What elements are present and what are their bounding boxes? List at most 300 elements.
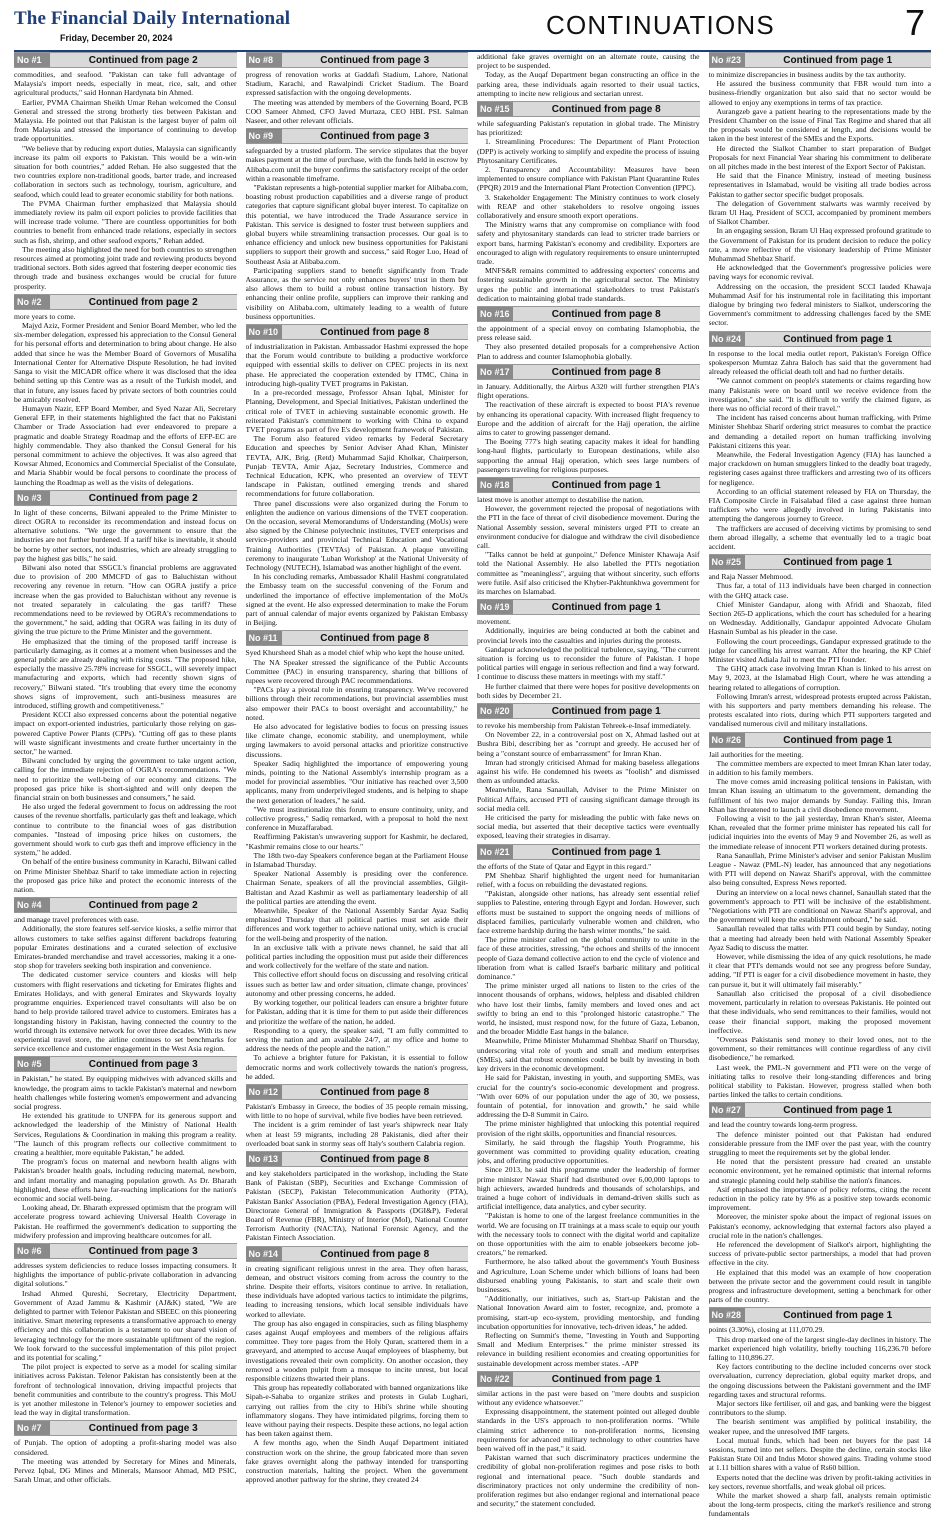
continued-from-label: Continued from page 1 [551, 479, 661, 491]
paragraph: Imran had strongly criticised Ahmad for making baseless allegations against his wife. He condemned his tweets as "foolish" and dismissed them as unfounded attacks. [477, 757, 700, 786]
continued-story [14, 1056, 237, 1240]
story-header [709, 554, 932, 570]
paragraph: Following the court proceedings, Gandapur expressed gratitude to the judge for cancelling his arrest warrant. After the hearing, the KP Chief Minister visited Adiala Jail to meet the PTI founder. [708, 636, 931, 664]
continued-story [14, 52, 237, 291]
continued-story [477, 1371, 700, 1509]
story-number-badge: No #13 [246, 1152, 282, 1166]
paragraph: to revoke his membership from Pakistan Tehreek-e-Insaf immediately. [477, 720, 691, 730]
paragraph: Three panel discussions were also organized during the Forum to enlighten the audience on various dimensions of the TVET cooperation. On the occasion, several Memorandums of Understanding (MoUs) were also signed by the Chinese polytechnic institutes, TVET enterprises and service-providers and provincial Technical Education and Vocational Training Authorities (TEVTAs) of Pakistan. A plaque unveiling ceremony to inaugurate 'Luban Workshop' at the National University of Technology (NUTECH), Islamabad was another highlight of the event. [245, 498, 468, 572]
paragraph: The traffickers are accused of deceiving victims by promising to send them abroad illegally, a scheme that eventually led to a tragic boat accident. [708, 523, 931, 551]
story-body [14, 508, 237, 895]
story-header [477, 364, 700, 380]
story-number-badge: No #2 [14, 295, 50, 309]
paragraph: "Pakistan is home to one of the largest freelance communities in the world. We are focusing on IT trainings at a mass scale to equip our youth with the necessary tools to connect with the digital world and capitalize on those opportunities with the aim to enable jobseekers become job-creators," he remarked. [477, 1211, 700, 1258]
paragraph: commodities, and seafood. "Pakistan can take full advantage of Malaysia's import needs, especially in meat, rice, salt, and other agricultural products," said Honnan Hardynata bin Ahmed. [14, 70, 237, 98]
paragraph: Similarly, he said through the flagship Youth Programme, his government was committed to providing quality education, creating jobs, and offering productive opportunities. [477, 1137, 700, 1166]
paragraph: Today, as the Auqaf Department began constructing an office in the parking area, these individuals again resorted to their usual tactics, attempting to incite new religious and sectarian unrest. [477, 70, 700, 98]
paragraph: Meanwhile, Speaker of the National Assembly Sardar Ayaz Sadiq emphasized Thursday that all political parties must set aside their differences and work together to achieve national unity, which is crucial for the well-being and prosperity of the nation. [245, 906, 468, 943]
continued-from-label: Continued from page 8 [320, 327, 430, 339]
story-header [14, 1420, 237, 1436]
story-number-badge: No #15 [477, 102, 513, 116]
paragraph: Since 2013, he said this programme under the leadership of former prime minister Nawaz Sharif had distributed over 6,00,000 laptops to high achievers, awarded hundreds and thousands of scholarships, and trained a huge cohort of individuals in demand-driven skills such as artificial intelligence, data analytics, and cyber security. [477, 1165, 700, 1212]
paragraph: Reaffirming Pakistan's unwavering support for Kashmir, he declared, "Kashmir remains close to our hearts." [245, 832, 468, 851]
story-number-badge: No #26 [709, 733, 745, 747]
paragraph: In response to the local media outlet report, Pakistan's Foreign Office spokesperson Mumtaz Zahra Baloch has said that the government had already released the official death toll and had no further details. [708, 348, 931, 377]
story-header [477, 101, 700, 117]
paragraph: Gandapur acknowledged the political turbulence, saying, "The current situation is forcing us to reconsider the future of Pakistan. I hope political parties will engage in serious reflection and find a way forward. I continue to discuss these matters in meetings with my staff." [477, 644, 700, 682]
paragraph: He explained that this model was an example of how cooperation between the private sector and the government could result in tangible progress and infrastructure development, setting a benchmark for other parts of the country. [708, 1267, 931, 1305]
paragraph: Participating suppliers stand to benefit significantly from Trade Assurance, as the service not only enhances buyers' trust in them but also allows them to build a robust online transaction history. By enhancing their online profile, suppliers can improve their ranking and visibility on Alibaba.com, ultimately leading to a wealth of future business opportunities. [245, 265, 468, 321]
paragraph: This drop marked one of the largest single-day declines in history. The market experienced high volatility, briefly touching 116,236.70 before falling to 110,896.27. [708, 1334, 931, 1362]
story-header [477, 844, 700, 860]
continued-from-label: Continued from page 3 [320, 131, 430, 143]
paragraph: latest move is another attempt to destabilise the nation. [477, 494, 644, 504]
paragraph: "Additionally, our initiatives, such as, Start-up Pakistan and the National Innovation Award aim to foster, recognize, and, promote a promising, start-up eco-system, providing mentorship, and funding incubation opportunities for innovative, tech-driven ideas," he added. [477, 1294, 700, 1331]
story-body [246, 648, 469, 1081]
paragraph: The GHQ attack case involving Imran Khan is linked to his arrest on May 9, 2023, at the Islamabad High Court, where he was attending a hearing related to allegations of corruption. [708, 664, 931, 692]
story-number-badge: No #25 [709, 555, 745, 569]
continued-from-label: Continued from page 3 [320, 55, 430, 66]
story-number-badge: No #16 [477, 307, 513, 321]
paragraph: The Ministry warns that any compromise on compliance with food safety and phytosanitary standards can lead to stricter trade barriers or export bans, harming Pakistan's economy and credibility. Exporters are encouraged to align with regulatory requirements to ensure uninterrupted trade. [477, 220, 700, 267]
continued-from-label: Continued from page 3 [88, 1245, 198, 1257]
story-header [709, 331, 932, 347]
continued-from-label: Continued from page 8 [320, 633, 430, 645]
continued-from-label: Continued from page 2 [88, 900, 198, 912]
continued-from-label: Continued from page 1 [551, 602, 661, 614]
continued-from-label: Continued from page 3 [88, 1059, 198, 1071]
paragraph: The Boeing 777's high seating capacity makes it ideal for handling long-haul flights, particularly to European destinations, while also supporting the annual Hajj operation, which sees large numbers of passengers traveling for religious purposes. [477, 437, 700, 474]
paragraph: While the market showed a sharp fall, analysts remain optimistic about the long-term prospects, citing the market's resilience and strong fundamentals [708, 1491, 931, 1519]
paragraph: He said that the Finance Ministry, instead of meeting business representatives in Islamabad, would be visiting all trade bodies across Pakistan to gather sector specific budget proposals. [708, 171, 931, 199]
paragraph: Reflecting on Summit's theme, "Investing in Youth and Supporting Small and Medium Enterprises." the prime minister stressed its relevance in building resilient economies and creating opportunities for sustainable development across member states. -APP [477, 1330, 700, 1368]
paragraph: "We cannot comment on people's statements or claims regarding how many Pakistanis were on board until we receive evidence from the investigation," she said. "It is difficult to verify the claimed figure, as there was no official record of their travel." [708, 376, 931, 413]
paragraph: The bearish sentiment was amplified by political instability, the weaker rupee, and the unresolved IMF targets. [708, 1417, 931, 1436]
paragraph: He acknowledged that the Government's progressive policies were paving ways for economic revival. [708, 263, 931, 282]
paragraph: 3. Stakeholder Engagement: The Ministry continues to work closely with REAP and other stakeholders to resolve ongoing issues collaboratively and ensure smooth export operations. [477, 192, 700, 221]
story-header [14, 897, 237, 913]
column-2 [246, 52, 469, 1523]
continued-story [477, 306, 700, 361]
paragraph: They also presented detailed proposals for a comprehensive Action Plan to address and counter Islamophobia globally. [477, 342, 700, 361]
section-title: CONTINUATIONS [546, 10, 775, 40]
paragraph: The committee members are expected to meet Imran Khan later today, in addition to his family members. [708, 758, 931, 778]
paragraph: The program's focus on maternal and newborn health aligns with Pakistan's broader health goals, including reducing maternal, newborn, and infant mortality and managing population growth. As Dr. Bharath highlighted, these efforts have far-reaching implications for the nation's economic and social well-being. [14, 1157, 237, 1203]
paragraph: Syed Khursheed Shah as a model chief whip who kept the house united. [245, 648, 465, 658]
paragraph: to minimize discrepancies in business audits by the tax authority. [708, 70, 906, 79]
continued-from-label: Continued from page 8 [551, 309, 661, 321]
story-body [709, 349, 932, 551]
story-header [14, 490, 237, 506]
story-number-badge: No #28 [709, 1308, 745, 1322]
paragraph: The reactivation of these aircraft is expected to boost PIA's revenue by enhancing its operational capacity. With increased flight frequency to Europe and the addition of aircraft for the Hajj operation, the airline aims to cater to growing passenger demand. [477, 400, 700, 437]
continued-story [14, 1243, 237, 1417]
paragraph: He said for Pakistan, investing in youth, and supporting SMEs, was crucial for the country's socio-economic development and progress. "With over 60% of our population under the age of 30, we possess, fountain of potential, for innovation and growth," he said while addressing the D-8 Summit in Cairo. [477, 1073, 700, 1120]
continued-from-label: Continued from page 2 [88, 55, 198, 66]
paragraph: He directed the Sialkot Chamber to start preparation of Budget Proposals for next Financial Year sharing his commitment to deliberate on all pitches made in the best interest of the Export Sector of Pakistan. [708, 143, 931, 172]
paragraph: Meanwhile, the Federal Investigation Agency (FIA) has launched a major crackdown on human smugglers linked to the deadly boat tragedy, registering cases against three traffickers and arresting two of its officers for negligence. [708, 449, 931, 487]
paragraph: Speaker Sadiq highlighted the importance of empowering young minds, pointing to the National Assembly's internship program as a model for provincial assemblies. "Our initiative has reached over 3,500 applicants, many from underprivileged students, and is helping to shape the next generation of leaders," he said. [245, 758, 468, 805]
story-number-badge: No #22 [477, 1372, 513, 1386]
paragraph: According to an official statement released by FIA on Thursday, the FIA Composite Circle in Faisalabad filed a case against three human traffickers who were allegedly involved in luring Pakistanis into attempting the dangerous journey to Greece. [708, 486, 931, 524]
paragraph: of industrialization in Pakistan. Ambassador Hashmi expressed the hope that the Forum would contribute to building a productive workforce equipped with essential skills to deliver on CPEC projects in its next phase. He appreciated the cooperation extended by ITMC, China in introducing high-quality TVET programs in Pakistan. [245, 342, 468, 388]
paragraph: On November 22, in a controversial post on X, Ahmad lashed out at Bushra Bibi, describing her as "corrupt and greedy. He accused her of being a "constant source of embarrassment" for Imran Khan. [477, 730, 700, 758]
paragraph: The dedicated customer service counters and kiosks will help customers with flight reservations and ticketing for Emirates flights and Emirates Holidays, and with general Emirates and Skywards loyalty programme enquiries. Experienced travel consultants will also be on hand to help provide tailored travel advice to customers. Emirates has a longstanding history in Pakistan, having connected the country to the world through its extensive network for over three decades. With its new experiential travel store, the airline continues to set benchmarks for service excellence and customer engagement in the West Asia region. [14, 970, 237, 1054]
story-header [246, 1246, 469, 1262]
continued-from-label: Continued from page 8 [551, 366, 661, 378]
continued-story [246, 1084, 469, 1148]
story-body [709, 572, 932, 728]
continued-story [14, 490, 237, 895]
paragraph: Jail authorities for the meeting. [708, 749, 804, 759]
paragraph: "We believe that by reducing export duties, Malaysia can significantly increase its palm oil exports to Pakistan. This would be a win-win situation for both countries," added Rehan. He also suggested that the two countries explore non-traditional goods, barter trade, and increased collaboration in sectors such as technology, tourism, agriculture, and seafood, which could lead to greater economic stability for both nations. [14, 143, 237, 199]
paragraph: He also urged the federal government to focus on addressing the root causes of the revenue shortfalls, particularly gas theft and leakage, which continue to contribute to the financial woes of gas distribution companies. "Instead of imposing price hikes on customers, the government should work to curb gas theft and improve efficiency in the system," he added. [14, 802, 237, 858]
column-4 [709, 52, 932, 1523]
paragraph: addresses system deficiencies to reduce losses impacting consumers. It highlights the importance of public-private collaboration in advancing digital solutions." [14, 1260, 237, 1289]
paragraph: Rana Sanaullah, Prime Minister's adviser and senior Pakistan Muslim League - Nawaz (PML-N) leader, has announced that any negotiations with PTI will depend on Nawaz Sharif's approval, with the committee also being consulted, Express News reported. [708, 850, 931, 888]
paragraph: while safeguarding Pakistan's reputation in global trade. The Ministry has prioritized: [477, 119, 700, 138]
continued-story [709, 1102, 932, 1304]
paragraph: Bilwani also noted that SSGCL's financial problems are aggravated due to provision of 200 MMCFD of gas to Baluchistan without recovering any revenue in return. "How can OGRA justify a price increase when the gas provided to Baluchistan without any revenue is not treated separately in calculating the gas tariff? These recommendations need to be reviewed by OGRA's recommendations to the government," he said, adding that OGRA was failing in its duty of giving the true picture to the Prime Minister and the government. [14, 562, 237, 637]
paragraph: Following Imran's arrest, widespread protests erupted across Pakistan, with his supporters and party members demanding his release. The protests escalated into riots, during which PTI supporters targeted and vandalised numerous civil and military installations. [708, 691, 931, 729]
continued-from-label: Continued from page 1 [551, 1373, 661, 1385]
paragraph: of Punjab. The option of adopting a profit-sharing model was also considered. [14, 1438, 237, 1457]
paragraph: In his concluding remarks, Ambassador Khalil Hashmi congratulated the Embassy team on the successful convening of the Forum and underlined the importance of effective implementation of the MoUs signed at the event. He also expressed determination to make the Forum part of annual calendar of major events organized by Pakistan Embassy in Beijing. [245, 572, 468, 628]
paragraph: He extended his gratitude to UNFPA for its generous support and acknowledged the leadership of the Ministry of National Health Services, Regulations & Coordination in making this program a reality. "The launch of this program reflects our collective commitment to creating a healthier, more equitable Pakistan," he added. [14, 1111, 237, 1157]
column-1 [14, 52, 237, 1523]
story-body [14, 312, 237, 487]
paragraph: However, while dismissing the idea of any quick resolutions, he made it clear that PTI's demands would not see any progress before Sunday, adding, "If PTI is eager for a civil disobedience movement in haste, they can pursue it, but it will ultimately fail miserably." [708, 952, 931, 989]
paragraph: Local mutual funds, which had been net buyers for the past 14 sessions, turned into net sellers. Despite the decline, certain stocks like Pakistan State Oil and Indus Motor showed gains. Trading volume stood at 1.11 billion shares with a value of Rs60 billion. [708, 1435, 931, 1473]
continued-story [477, 101, 700, 303]
continued-from-label: Continued from page 2 [88, 492, 198, 504]
story-number-badge: No #12 [246, 1085, 282, 1099]
continued-story [246, 630, 469, 1081]
paragraph: President KCCI also expressed concerns about the potential negative impact on export-oriented industries, particularly those relying on gas-powered Captive Power Plants (CPPs). "Cutting off gas to these plants will waste significant investments and create further uncertainty in the sector," he warned. [14, 710, 237, 757]
story-header [477, 703, 700, 719]
story-header [477, 306, 700, 322]
story-number-badge: No #5 [14, 1057, 50, 1071]
continued-story [477, 703, 700, 841]
paragraph: He noted that the persistent pressure had created an unstable economic environment, yet he remained optimistic that internal reforms and strategic planning could help stabilise the nation's finances. [708, 1157, 931, 1185]
continued-from-label: Continued from page 1 [783, 1105, 893, 1117]
paragraph: Pakistan warned that such discriminatory practices undermine the credibility of global non-proliferation regimes and pose risks to both regional and international peace. "Such double standards and discriminatory practices not only undermine the credibility of non-proliferation regimes but also endanger regional and international peace and security," the statement concluded. [477, 1453, 700, 1509]
story-header [246, 1151, 469, 1167]
story-body [709, 70, 932, 328]
continued-story [246, 128, 469, 321]
paragraph: Last week, the PML-N government and PTI were on the verge of initiating talks to resolve their long-standing differences and bring political stability to Pakistan. However, progress stalled when both parties linked the talks to certain conditions. [708, 1062, 931, 1100]
story-body [709, 750, 932, 1100]
paragraph: Aurangzeb gave a patient hearing to the representations made by the President Chamber on the issue of Final Tax Regime and shared that all the proposals would be considered at length, and decisions would be taken in the best interest of the SMEs and the Exports. [708, 106, 931, 144]
paragraph: in creating significant religious unrest in the area. They often harass, demean, and obstruct visitors coming from across the country to the shrine. Despite their efforts, visitors continue to arrive. In retaliation, these individuals have adopted various tactics to intimidate the pilgrims, leading to increasing tensions, which local sensible individuals have worked to alleviate. [245, 1263, 468, 1319]
article-columns [14, 52, 931, 1523]
paragraph: Meanwhile, Rana Sanaullah, Adviser to the Prime Minister on Political Affairs, accused PTI of causing significant damage through its social media cell. [477, 785, 700, 813]
paragraph: Sanaullah also criticised the proposal of a civil disobedience movement, particularly in relation to overseas Pakistanis. He pointed out that these individuals, who send remittances to their families, would not cease their financial support, making the proposed movement ineffective. [708, 988, 931, 1035]
continued-from-label: Continued from page 3 [88, 1423, 198, 1435]
continued-story [477, 477, 700, 596]
paragraph: the appointment of a special envoy on combating Islamophobia, the press release said. [477, 324, 700, 343]
story-number-badge: No #9 [246, 129, 282, 143]
paragraph: Pakistan's Embassy in Greece, the bodies of 35 people remain missing, with little to no hope of survival, while five bodies have been retrieved. [245, 1101, 468, 1121]
paragraph: The prime minister highlighted that unlocking this potential required provision of the right skills, opportunities and financial resources. [477, 1119, 700, 1138]
paragraph: He also advocated for legislative bodies to focus on pressing issues like climate change, economic stability, and unemployment, while urging lawmakers to avoid personal attacks and prioritize constructive discussions. [245, 722, 468, 759]
story-number-badge: No #23 [709, 53, 745, 67]
paragraph: This group has repeatedly collaborated with banned organizations like Sipah-e-Sahaba to organize strikes and protests in Gulab Lughari, carrying out rallies from the city to Hibi's shrine while shouting inflammatory slogans. They have intimidated pilgrims, forcing them to leave without paying their respects. Despite these actions, no legal action has been taken against them. [245, 1383, 468, 1439]
story-body [246, 1264, 469, 1485]
paragraph: The defence minister pointed out that Pakistan had endured considerable pressure from the IMF over the past year, with the country struggling to meet the requirements set by the global lender. [708, 1129, 931, 1157]
paragraph: and key stakeholders participated in the workshop, including the State Bank of Pakistan (SBP), Securities and Exchange Commission of Pakistan (SECP), Pakistan Telecommunication Authority (PTA), Pakistan Banks' Association (PBA), Federal Investigation Agency (FIA), Directorate General of Immigration & Passports (DGI&P), Federal Board of Revenue (FBR), Ministry of Interior (MoI), National Counter Terrorism Authority (NACTA), National Forensic Agency, and the Pakistan Fintech Association. [245, 1168, 468, 1243]
paragraph: "PACs play a pivotal role in ensuring transparency. We've recovered billions through their recommendations, but provincial assemblies must also empower their PACs to boost oversight and accountability," he noted. [245, 685, 468, 722]
paragraph: "We must institutionalize this forum to ensure continuity, unity, and collective progress," Sadiq remarked, with a proposal to hold the next conference in Muzaffarabad. [245, 804, 468, 833]
story-number-badge: No #7 [14, 1421, 50, 1435]
story-body [246, 342, 469, 627]
paragraph: Key factors contributing to the decline included concerns over stock overvaluation, currency depreciation, global equity market drops, and the ongoing discussions between the Pakistani government and the IMF regarding taxes and structural reforms. [708, 1362, 931, 1399]
story-body [477, 495, 700, 596]
story-number-badge: No #17 [477, 365, 513, 379]
paragraph: Asif emphasised the importance of policy reforms, citing the recent reduction in the policy rate by 9% as a positive step towards economic improvement. [708, 1184, 931, 1213]
paragraph: progress of renovation works at Gaddafi Stadium, Lahore, National Stadium, Karachi, and Rawalpindi Cricket Stadium. The Board expressed satisfaction with the ongoing developments. [245, 70, 468, 98]
paragraph: Additionally, inquiries are being conducted at both the cabinet and provincial levels into the casualties and injuries during the protests. [477, 626, 700, 645]
paragraph: Experts noted that the decline was driven by profit-taking activities in key sectors, revenue shortfalls, and weak global oil prices. [708, 1472, 931, 1491]
paragraph: more years to come. [14, 311, 76, 321]
paragraph: and Raja Nasser Mehmood. [708, 572, 793, 582]
paragraph: "Pakistan represents a high-potential supplier market for Alibaba.com, boasting robust production capabilities and a diverse range of product categories that capture significant global buyer interest. To capitalize on this potential, we have introduced the Trade Assurance service in Pakistan. This service is designed to foster trust between suppliers and global buyers while streamlining transaction processes. Our goal is to enhance efficiency and unlock new business opportunities for Pakistani suppliers to support their growth and success," said Roger Luo, Head of Southeast Asia at Alibaba.com. [245, 183, 468, 266]
paragraph: Additionally, the store features self-service kiosks, a selfie mirror that allows customers to take selfies against different backdrops featuring popular Emirates destinations and a curated selection of exclusive Emirates-branded merchandise and travel accessories, making it a one-stop shop for travelers seeking both inspiration and convenience. [14, 924, 237, 971]
paragraph: The delegation of Government stalwarts was warmly received by Ikram Ul Haq, President of SCCI, accompanied by prominent members of Sialkot Chamber. [708, 198, 931, 227]
story-header [709, 1102, 932, 1118]
story-header [14, 52, 237, 68]
paragraph: "Talks cannot be held at gunpoint," Defence Minister Khawaja Asif told the National Assembly. He also labelled the PTI's negotiation committee as "meaningless", arguing that without sincerity, such efforts were futile. Asif also criticised the Khyber-Pakhtunkhwa government for its marches on Islamabad. [477, 550, 700, 596]
story-number-badge: No #6 [14, 1244, 50, 1258]
continued-story [709, 1307, 932, 1518]
continued-from-label: Continued from page 8 [551, 104, 661, 116]
paragraph: Irshad Ahmed Qureshi, Secretary, Electricity Department, Government of Azad Jammu & Kashmir (AJ&K) stated, "We are delighted to partner with Telenor Pakistan and SBEEC on this pioneering initiative. Smart metering represents a transformative approach to energy efficiency and this collaboration is a testament to our shared vision of leveraging technology for the more sustainable upliftment of the region. We look forward to the successful implementation of this pilot project and its potential for scaling." [14, 1288, 237, 1362]
story-header [246, 324, 469, 340]
continued-from-label: Continued from page 1 [783, 333, 893, 345]
paragraph: Furthermore, he also talked about the government's Youth Business and Agriculture, Loan Scheme under which billions of loans had been disbursed enabling young Pakistanis, to start and scale their own businesses. [477, 1257, 700, 1294]
paragraph: Speaker National Assembly is presiding over the conference. Chairman Senate, speakers of all the provincial assemblies, Gilgit-Baltistan and Azad Kashmir as well as parliamentary leadership of all the political parties are attending the event. [245, 869, 468, 906]
story-number-badge: No #8 [246, 53, 282, 67]
story-number-badge: No #3 [14, 491, 50, 505]
paragraph: safeguarded by a trusted platform. The service stipulates that the buyer makes payment at the time of purchase, with the funds held in escrow by Alibaba.com until the buyer confirms the satisfactory receipt of the order within a reasonable timeframe. [245, 146, 468, 183]
story-body [246, 70, 469, 125]
paragraph: in Pakistan," he stated. By equipping midwives with advanced skills and knowledge, the program aims to tackle Pakistan's maternal and newborn health challenges while fostering women's empowerment and advancing social progress. [14, 1074, 237, 1111]
story-body [477, 721, 700, 841]
continued-from-label: Continued from page 1 [783, 734, 893, 746]
paragraph: Chief Minister Gandapur, along with Afridi and Shaozab, filed Section 265-D applications, which the court has scheduled for a hearing on Wednesday. Additionally, Gandapur appointed Advocate Ghulam Hasnain Sumbal as his pleader in the case. [708, 599, 931, 637]
story-header [246, 630, 469, 646]
newspaper-brand[interactable]: The Financial Daily International [14, 8, 291, 29]
story-number-badge: No #24 [709, 332, 745, 346]
paragraph: Responding to a query, the speaker said, "I am fully committed to serving the nation and am available 24/7, at my office and home to address the needs of the people and the nation." [245, 1025, 468, 1054]
paragraph: A few months ago, when the Sindh Auqaf Department initiated construction work on the shrine, the group fabricated more than seven fake graves overnight along the pathway intended for transporting construction materials, halting the project. When the government approved another pathway for the shrine, they created 24 [245, 1438, 468, 1485]
paragraph: Looking ahead, Dr. Bharath expressed optimism that the program will accelerate progress toward achieving Universal Health Coverage in Pakistan. He reaffirmed the government's dedication to supporting the midwifery profession and improving healthcare outcomes for all. [14, 1203, 237, 1240]
paragraph: points (3.30%), closing at 111,070.29. [708, 1325, 825, 1335]
paragraph: The incident is a grim reminder of last year's shipwreck near Italy when at least 59 migrants, including 28 Pakistanis, died after their overloaded boat sank in stormy seas off Italy's southern Calabria region. [245, 1120, 468, 1148]
story-number-badge: No #11 [246, 631, 282, 645]
story-number-badge: No #20 [477, 704, 513, 718]
paragraph: additional fake graves overnight on an alternate route, causing the project to be suspended. [477, 52, 700, 71]
story-body [709, 1120, 932, 1304]
paragraph: Expressing disappointment, the statement pointed out alleged double standards in the US's approach to non-proliferation norms. "While claiming strict adherence to non-proliferation norms, licensing requirements for advanced military technology to other countries have been waived off in the past," it said. [477, 1407, 700, 1454]
paragraph: movement. [477, 617, 511, 627]
paragraph: However, the government rejected the proposal of negotiations with the PTI in the face of threat of civil disobedience movement. During the National Assembly session, several ministers urged PTI to create an environment conducive for dialogue and withdraw the civil disobedience call. [477, 504, 700, 550]
story-number-badge: No #27 [709, 1103, 745, 1117]
paragraph: In an exclusive talk with a private news channel, he said that all political parties including the opposition must put aside their differences and work collectively for the welfare of the state and nation. [245, 942, 468, 971]
paragraph: The group has also engaged in conspiracies, such as filing blasphemy cases against Auqaf employees and members of the religious affairs committee. They tore pages from the Holy Quran, scattered them in a graveyard, and attempted to accuse Auqaf employees of blasphemy, but investigations revealed their own complicity. On another occasion, they removed a wooden pulpit from a mosque to incite unrest, but local responsible citizens thwarted their plans. [245, 1318, 468, 1383]
story-body [477, 119, 700, 303]
paragraph: On behalf of the entire business community in Karachi, Bilwani called on Prime Minister Shehbaz Sharif to take immediate action in rejecting the proposed gas price hike and protect the economic interests of the nation. [14, 857, 237, 895]
paragraph: In an engaging session, Ikram Ul Haq expressed profound gratitude to the Government of Pakistan for its prudent decision to reduce the policy rate, a move reflective of the visionary leadership of Prime Minister Muhammad Shehbaz Sharif. [708, 226, 931, 264]
story-body [477, 52, 700, 98]
continued-from-label: Continued from page 1 [783, 557, 893, 569]
story-body [246, 1169, 469, 1243]
story-body [477, 382, 700, 474]
paragraph: He assured the business community that FBR would turn into a business-friendly organization but also said that no sector would be allowed to enjoy any exemptions in terms of tax practice. [708, 79, 931, 107]
continued-from-label: Continued from page 8 [320, 1248, 430, 1260]
story-number-badge: No #19 [477, 600, 513, 614]
continued-story [246, 1151, 469, 1243]
paragraph: Earlier, PVMA Chairman Sheikh Umar Rehan welcomed the Consul General and stressed the strong brotherly ties between Pakistan and Malaysia. He pointed out that Pakistan is the largest buyer of palm oil from Malaysia and stressed the importance of continuing to develop trade opportunities. [14, 97, 237, 144]
continued-story [709, 554, 932, 728]
paragraph: and lead the country towards long-term progress. [708, 1120, 858, 1130]
continued-story [477, 844, 700, 1368]
story-header [477, 599, 700, 615]
story-header [477, 477, 700, 493]
paragraph: The Forum also featured video remarks by Federal Secretary Education and speeches by Senior Adviser Ahad Khan, Minister TEVTA, AJK, Brig. (Retd) Muhammad Sajid Kholkar, Chairperson, Punjab TEVTA, Amir Ajaz, Secretary Industries, Commerce and Technical Education, KPK, who presented an overview of TEVT landscape in Pakistan, outlined emerging trends and shared recommendations for future collaboration. [245, 434, 468, 499]
paragraph: "Overseas Pakistanis send money to their loved ones, not to the government, so their remittances will continue regardless of any civil disobedience," he remarked. [708, 1034, 931, 1063]
paragraph: By working together, our political leaders can ensure a brighter future for Pakistan, adding that it is time for them to put aside their differences and prioritize the welfare of the nation, he added. [245, 998, 468, 1026]
story-body [14, 1261, 237, 1417]
story-header [709, 52, 932, 68]
story-body [477, 1389, 700, 1509]
continued-story [477, 52, 700, 98]
story-body [14, 1438, 237, 1484]
paragraph: MNFS&R remains committed to addressing exporters' concerns and fostering sustainable growth in the agricultural sector. The Ministry urges the public and international stakeholders to trust Pakistan's dedication to maintaining global trade standards. [477, 266, 700, 303]
story-number-badge: No #10 [246, 325, 282, 339]
masthead [14, 2, 931, 52]
paragraph: During an interview on a local news channel, Sanaullah stated that the government's approach to PTI will be inclusive of the establishment. "Negotiations with PTI are conditional on Nawaz Sharif's approval, and the government will keep the establishment onboard," he said. [708, 887, 931, 925]
continued-from-label: Continued from page 1 [783, 1310, 893, 1322]
story-header [477, 1371, 700, 1387]
column-3 [477, 52, 700, 1523]
paragraph: The prime minister urged all nations to listen to the cries of the innocent thousands of orphans, widows, helpless and disabled children who have lost their limbs, family members and loved ones and act swiftly to bring an end to this "prolonged historic catastrophe." The world, he insisted, must respond now, for the future of Gaza, Lebanon, and the broader Middle East hangs in the balance. [477, 981, 700, 1037]
continued-story [14, 1420, 237, 1484]
continued-story [246, 1246, 469, 1485]
paragraph: Bilwani concluded by urging the government to take urgent action, calling for the immediate rejection of OGRA's recommendations. "We need to prioritize the well-being of our economy and citizens. The proposed gas price hike is short-sighted and will only deepen the financial strain on both businesses and consumers," he said. [14, 756, 237, 803]
continued-story [477, 364, 700, 474]
paragraph: In a pre-recorded message, Professor Ahsan Iqbal, Minister for Planning, Development, and Special Initiatives, Pakistan underlined the critical role of TVET in achieving sustainable economic growth. He reiterated Pakistan's commitment to working with China to expand TVET programs as part of five E's development framework of Pakistan. [245, 388, 468, 434]
paragraph: He referenced the development of Sialkot's airport, highlighting the success of private-public sector partnerships, a model that had proven effective in the city. [708, 1239, 931, 1268]
story-number-badge: No #1 [14, 53, 50, 67]
paragraph: and manage travel preferences with ease. [14, 915, 139, 925]
continued-story [246, 52, 469, 125]
paragraph: The incident has raised concerns about human trafficking, with Prime Minister Shehbaz Sharif ordering strict measures to combat the practice and demanding a detailed report on human trafficking involving Pakistani citizens this year. [708, 413, 931, 450]
continued-story [14, 897, 237, 1053]
paragraph: The meeting also highlighted the need for both countries to strengthen resources aimed at promoting joint trade and reviewing products beyond traditional sectors. Both sides agreed that fostering deeper economic ties through trade and business exchanges would be crucial for future prosperity. [14, 244, 237, 291]
paragraph: This collective effort should focus on discussing and resolving critical issues such as better law and order situation, climate change, provinces' autonomy and other pressing concerns, he added. [245, 970, 468, 998]
story-header [246, 52, 469, 68]
paragraph: The PVMA Chairman further emphasized that Malaysia should immediately review its palm oil export policies to provide facilities that will increase trade volume. "There are countless opportunities for both countries to benefit from enhanced trade relations, especially in sectors such as fish, shrimp, and other seafood exports," Rehan added. [14, 198, 237, 245]
paragraph: Sanaullah revealed that talks with PTI could begin by Sunday, noting that a meeting had already been held with National Assembly Speaker Ayaz Sadiq to discuss the matter. [708, 924, 931, 952]
paragraph: Addressing on the occasion, the president SCCI lauded Khawaja Muhammad Asif for his instrumental role in facilitating this important dialogue by bringing two federal ministers to Sialkot, underscoring the Government's commitment to addressing challenges faced by the SME sector. [708, 281, 931, 328]
issue-date: Friday, December 20, 2024 [60, 33, 173, 43]
story-body [14, 915, 237, 1053]
story-number-badge: No #14 [246, 1247, 282, 1261]
paragraph: The prime minister called on the global community to unite in the face of these atrocities, stressing, "the echoes and shrills of the innocent people of Gaza demand collective action to end the cycle of violence and liberation from what is called Israel's barbaric military and political dominance." [477, 935, 700, 982]
paragraph: 1. Streamlining Procedures: The Department of Plant Protection (DPP) is actively working to simplify and expedite the process of issuing Phytosanitary Certificates. [477, 137, 700, 165]
paragraph: Moreover, the minister spoke about the impact of regional issues on Pakistan's economy, acknowledging that external factors also played a crucial role in the nation's challenges. [708, 1212, 931, 1240]
paragraph: Humayun Nazir, EFP Board Member, and Syed Nazar Ali, Secretary General EFP, in their statements highlighted the fact that no Pakistani Chamber or Trade Association had ever endeavored to prepare a pragmatic and doable Strategy Roadmap and the efforts of EFP-EC are highly commendable. They also thanked the Consul General for his personal commitment to achieve the objectives. It was also agreed that Kowsar Ahmed, Economics and Commercial Specialist of the Consulate, and Maria Shabbir would be focal persons to coordinate the process of launching the Roadmap as well as the visits of delegations. [14, 403, 237, 487]
paragraph: The pilot project is expected to serve as a model for scaling similar initiatives across Pakistan. Telenor Pakistan has consistently been at the forefront of technological innovation, driving impactful projects that benefit communities and contribute to the country's progress. This MoU is yet another milestone in Telenor's journey to empower societies and lead the way in digital transformation. [14, 1362, 237, 1418]
story-header [14, 1243, 237, 1259]
continued-from-label: Continued from page 1 [551, 705, 661, 717]
paragraph: The 18th two-day Speakers conference began at the Parliament House in Islamabad Thursday. [245, 850, 468, 870]
paragraph: The meeting was attended by members of the Governing Board, PCB COO Sameer Ahmed, CFO Javed Murtaza, CEO HBL PSL Salman Naseer, and other relevant officials. [245, 97, 468, 126]
paragraph: similar actions in the past were based on "mere doubts and suspicion without any evidence whatsoever." [477, 1388, 700, 1407]
paragraph: The move comes amid increasing political tensions in Pakistan, with Imran Khan issuing an ultimatum to the government, demanding the fulfillment of his two major demands by Sunday. Failing this, Imran Khan has threatened to launch a civil disobedience movement. [708, 777, 931, 814]
continued-story [709, 331, 932, 551]
story-header [14, 1056, 237, 1072]
continued-story [709, 52, 932, 328]
story-number-badge: No #18 [477, 478, 513, 492]
paragraph: 2. Transparency and Accountability: Measures have been implemented to ensure compliance with Pakistan Plant Quarantine Rules (PPQR) 2019 and the International Plant Protection Convention (IPPC). [477, 165, 700, 193]
continued-story [477, 599, 700, 700]
story-body [14, 1074, 237, 1240]
story-header [246, 128, 469, 144]
paragraph: He further claimed that there were hopes for positive developments on both sides by December 21. [477, 681, 700, 700]
paragraph: He emphasized that the timing of the proposed tariff increase is particularly damaging, as it comes at a moment when businesses and the general public are already dealing with rising costs. "The proposed hike, especially the massive 25.78% increase for SSGCL, will severely impact manufacturing and exports, which had recently shown signs of recovery," Bilwani stated. "It's troubling that every time the economy shows signs of improvement, such anti-business measures are introduced, stifling growth and competitiveness." [14, 636, 237, 710]
story-header [246, 1084, 469, 1100]
story-header [709, 1307, 932, 1323]
paragraph: He criticised the party for misleading the public with fake news on social media, but asserted that their deceptive tactics were eventually exposed, leaving their strategies in disarray. [477, 813, 700, 841]
story-number-badge: No #4 [14, 898, 50, 912]
continued-from-label: Continued from page 8 [320, 1086, 430, 1098]
story-body [14, 70, 237, 291]
paragraph: in January. Additionally, the Airbus A320 will further strengthen PIA's flight operations. [477, 381, 700, 401]
paragraph: Thus far, a total of 113 individuals have been charged in connection with the GHQ attack case. [708, 581, 931, 600]
paragraph: Major sectors like fertiliser, oil and gas, and banking were the biggest contributors to the slump. [708, 1399, 931, 1418]
paragraph: Majyd Aziz, Former President and Senior Board Member, who led the six-member delegation, expressed his appreciation to the Consul General for his personal efforts and determination to bring about change. He also added that since he was the Member Board of Governors of Musaliha International Center for Alternative Dispute Resolution, he had invited Sanga to visit the MICADR office where it was disclosed that the idea behind setting up this Centre was as a result of the Turkish model, and that in future, any issues faced by private sectors of both countries could be amicably resolved. [14, 321, 237, 404]
story-body [709, 1325, 932, 1518]
story-body [477, 862, 700, 1368]
story-body [477, 324, 700, 361]
paragraph: Following a visit to the jail yesterday, Imran Khan's sister, Aleema Khan, revealed that the former prime minister has repeated his call for judicial inquiries into the events of May 9 and November 26, as well as the immediate release of innocent PTI workers detained during protests. [708, 814, 931, 851]
continued-from-label: Continued from page 1 [783, 55, 893, 66]
story-number-badge: No #21 [477, 845, 513, 859]
paragraph: Meanwhile, Prime Minister Muhammad Shehbaz Sharif on Thursday, underscoring vital role of youth and small and medium enterprises (SMEs), said that robust economies could be built by investing in both key drivers in the economic development. [477, 1036, 700, 1074]
paragraph: To achieve a brighter future for Pakistan, it is essential to follow democratic norms and work collectively towards the nation's progress, he added. [245, 1053, 468, 1081]
story-body [477, 617, 700, 700]
continued-story [14, 294, 237, 487]
page-number: 7 [904, 2, 925, 43]
continued-from-label: Continued from page 1 [551, 846, 661, 858]
story-header [709, 732, 932, 748]
continued-from-label: Continued from page 2 [88, 296, 198, 308]
paragraph: In light of these concerns, Bilwani appealed to the Prime Minister to direct OGRA to reconsider its recommendation and instead focus on alternative solutions. "We urge the government to ensure that the industries are not further burdened. If a tariff hike is inevitable, it should be borne by other sectors, not industries, which are already struggling to pay the highest gas bills," he said. [14, 507, 237, 563]
paragraph: The meeting was attended by Secretary for Mines and Minerals, Pervez Iqbal, DG Mines and Minerals, Mansoor Ahmad, MD PSIC, Sarah Umar, and other officials. [14, 1456, 237, 1485]
paragraph: "Pakistan, alongside other nations, has already sent essential relief supplies to Palestine, entering through Egypt and Jordan. However, such efforts must be sustained to support the ongoing needs of millions of displaced families, particularly vulnerable women and children, who face extreme hardship during the harsh winter months," he said. [477, 889, 700, 936]
paragraph: PM Shehbaz Sharif highlighted the urgent need for humanitarian relief, with a focus on rebuilding the devastated regions. [477, 870, 700, 890]
continued-story [246, 324, 469, 627]
story-body [246, 146, 469, 321]
story-header [14, 294, 237, 310]
paragraph: the efforts of the State of Qatar and Egypt in this regard." [477, 861, 652, 871]
continued-from-label: Continued from page 8 [320, 1153, 430, 1165]
story-body [246, 1102, 469, 1148]
continued-story [709, 732, 932, 1100]
paragraph: The NA Speaker stressed the significance of the Public Accounts Committee (PAC) in ensuring transparency, sharing that billions of rupees were recovered through PAC recommendations. [245, 657, 468, 685]
